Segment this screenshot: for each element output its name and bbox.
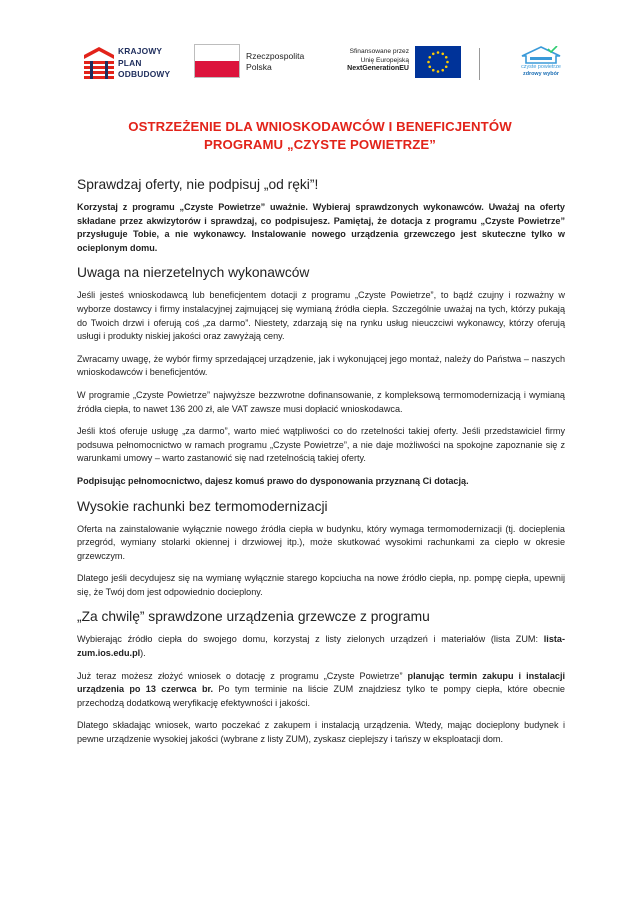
kpo-wordmark: KRAJOWY PLAN ODBUDOWY	[118, 46, 171, 79]
eu-funding-text: Sfinansowane przez Unię Europejską NextGenerationEU	[347, 48, 409, 73]
section-heading-offers: Sprawdzaj oferty, nie podpisuj „od ręki”!	[77, 177, 319, 192]
eu-star	[428, 65, 431, 68]
eu-star	[437, 51, 440, 54]
logo-divider	[479, 48, 480, 80]
paragraph: Podpisując pełnomocnictwo, dajesz komuś prawo do dysponowania przyznaną Ci dotacją.	[77, 475, 469, 486]
paragraph: Korzystaj z programu „Czyste Powietrze” uważnie. Wybieraj sprawdzonych wykonawców. Uważaj na oferty składane przez akwizytorów i sprawdzaj, co podpisujesz. Pamiętaj, że dotacja z programu „Czyste Powietrze” przysługuje Tobie, a nie wykonawcy. Instalowanie nowego urządzenia grzewczego jest skuteczne tylko w ocieplonym domu.	[77, 202, 565, 253]
czyste-powietrze-wordmark: czyste powietrze zdrowy wybór	[521, 64, 561, 77]
title-line-2: PROGRAMU „CZYSTE POWIETRZE”	[203, 137, 437, 152]
eu-star	[445, 56, 448, 59]
eu-flag-icon	[415, 46, 461, 78]
document-title	[60, 118, 580, 154]
eu-star	[427, 61, 430, 64]
kpo-logo	[84, 44, 184, 86]
paragraph: W programie „Czyste Powietrze” najwyższe bezzwrotne dofinansowanie, z kompleksową termomodernizacją i wymianą źródła ciepła, to nawet 136 200 zł, ale VAT zawsze musi dopłacić wnioskodawca.	[77, 389, 565, 414]
rzeczpospolita-wordmark: Rzeczpospolita Polska	[246, 51, 305, 72]
paragraph: Jeśli jesteś wnioskodawcą lub beneficjentem dotacji z programu „Czyste Powietrze”, to bądź czujny i rozważny w wyborze dostawcy i firmy instalacyjnej zajmującej się wymianą źródła ciepła. Szczególnie uważaj na tych, którzy pukają do Twoich drzwi i oferują coś „za darmo”. Niestety, zdarzają się na rynku usług nieuczciwi wykonawcy, którzy oferują usługi i produkty niskiej jakości oraz zawyżają ceny.	[77, 290, 565, 342]
paragraph: Dlatego jeśli decydujesz się na wymianę wyłącznie starego kopciucha na nowe źródło ciepła, np. pompę ciepła, upewnij się, że Twój dom jest odpowiednio docieplony.	[77, 573, 565, 597]
section-heading-devices: „Za chwilę” sprawdzone urządzenia grzewcze z programu	[77, 609, 430, 625]
eu-star	[437, 70, 440, 73]
czyste-powietrze-logo	[508, 44, 574, 86]
paragraph: Już teraz możesz złożyć wniosek o dotację z programu „Czyste Powietrze” planując termin zakupu i instalacji urządzenia po 13 czerwca br. Po tym terminie na liście ZUM znajdziesz tylko te pompy ciepła, które obecnie przechodzą dodatkową weryfikację efektywności i jakości.	[77, 670, 565, 708]
eu-star	[441, 52, 444, 55]
kpo-emblem-icon	[84, 47, 114, 81]
eu-star	[432, 52, 435, 55]
section-heading-bills: Wysokie rachunki bez termomodernizacji	[77, 498, 328, 514]
eu-funding-logo	[331, 44, 471, 86]
paragraph: Dlatego składając wniosek, warto poczekać z zakupem i instalacją urządzenia. Wtedy, mając docieplony budynek i pewne urządzenie wysokiej jakości (wybrane z listy ZUM), zyskasz cieplejszy i tańszy w eksploatacji dom.	[77, 720, 565, 745]
paragraph: Zwracamy uwagę, że wybór firmy sprzedającej urządzenie, jak i wykonującej jego montaż, należy do Państwa – naszych wnioskodawców i beneficjentów.	[77, 353, 565, 378]
title-line-1: OSTRZEŻENIE DLA WNIOSKODAWCÓW I BENEFICJENTÓW	[128, 119, 512, 134]
rzeczpospolita-logo	[194, 44, 314, 86]
paragraph: Oferta na zainstalowanie wyłącznie nowego źródła ciepła w budynku, który wymaga termomodernizacji (tj. docieplenia przegród, wymiany stolarki okiennej i drzwiowej itp.), może skutkować wysokimi rachunkami za ciepło w okresie grzewczym.	[77, 523, 565, 561]
eu-star	[446, 61, 449, 64]
zum-list-link[interactable]: lista-zum.ios.edu.pl	[77, 634, 565, 659]
section-heading-contractors: Uwaga na nierzetelnych wykonawców	[77, 265, 310, 281]
logo-bar	[84, 44, 574, 86]
paragraph: Wybierając źródło ciepła do swojego domu, korzystaj z listy zielonych urządzeń i materiałów (lista ZUM: lista-zum.ios.edu.pl).	[77, 634, 565, 659]
document-body	[77, 176, 565, 756]
polish-flag-icon	[194, 44, 240, 78]
paragraph: Jeśli ktoś oferuje usługę „za darmo”, warto mieć wątpliwości co do rzetelności takiej oferty. Jeśli przedstawiciel firmy podsuwa pełnomocnictwo w ramach programu „Czyste Powietrze”, a nie daje możliwości na spokojne zapoznanie się z warunkami umowy – warto zastanowić się nad rzetelnością takiej oferty.	[77, 426, 565, 464]
eu-star	[428, 56, 431, 59]
eu-star	[441, 69, 444, 72]
house-icon	[520, 46, 562, 64]
eu-star	[432, 69, 435, 72]
eu-star	[445, 65, 448, 68]
